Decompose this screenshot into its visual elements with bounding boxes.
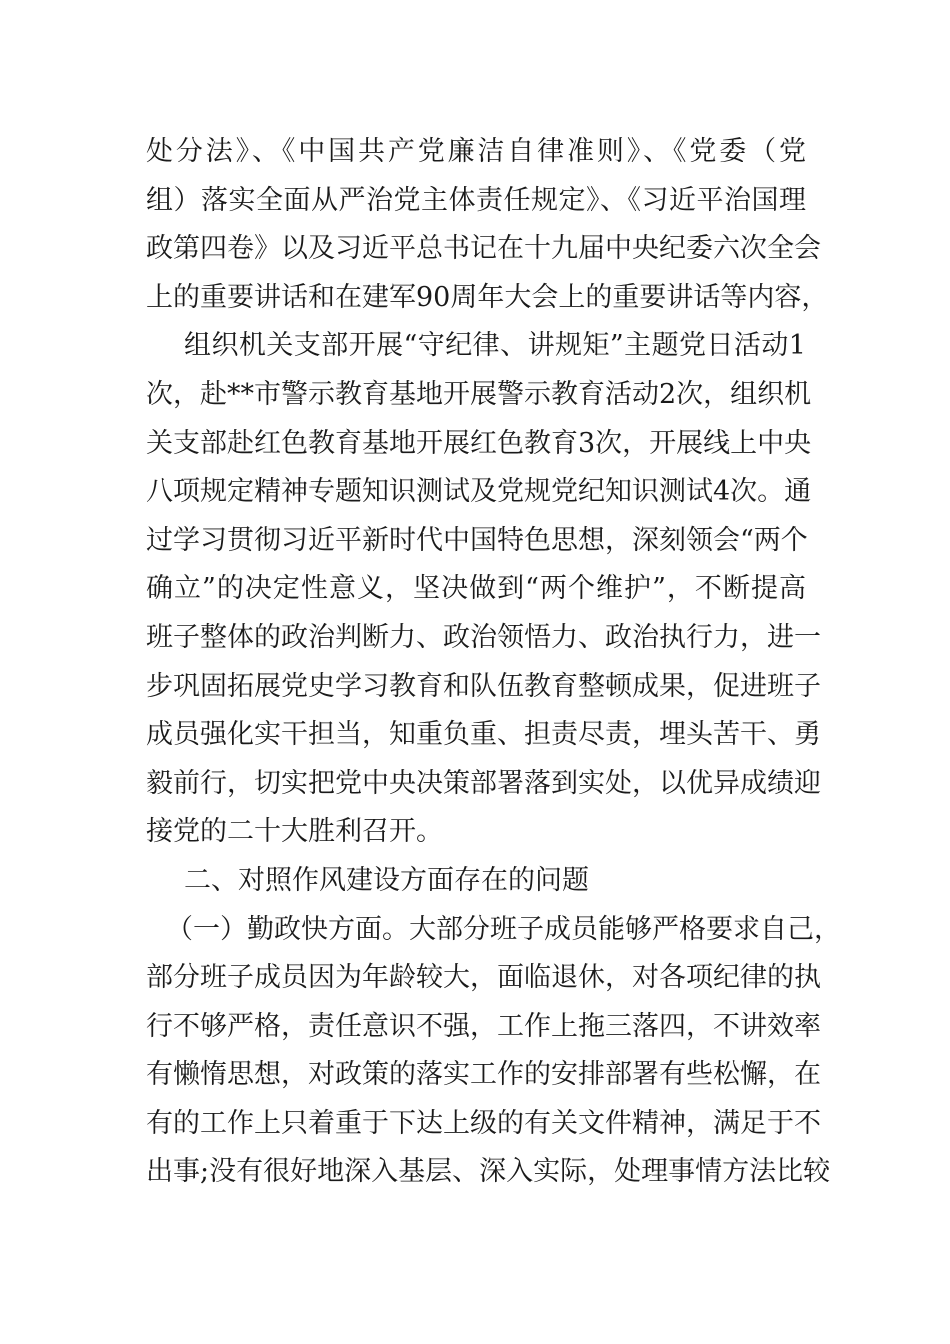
text-line bbox=[146, 420, 812, 469]
line-text: 政第四卷》以及习近平总书记在十九届中央纪委六次全会 bbox=[146, 233, 821, 265]
body-text bbox=[146, 128, 841, 1197]
text-line bbox=[146, 1148, 831, 1197]
section-heading: 二、对照作风建设方面存在的问题 bbox=[184, 864, 589, 896]
line-text: 毅前行，切实把党中央决策部署落到实处，以优异成绩迎 bbox=[146, 767, 821, 799]
text-line bbox=[146, 808, 806, 857]
text-line bbox=[146, 371, 812, 420]
text-line bbox=[146, 1100, 821, 1149]
line-text: 步巩固拓展党史学习教育和队伍教育整顿成果，促进班子 bbox=[146, 670, 821, 702]
line-text: 上的重要讲话和在建军90周年大会上的重要讲话等内容， bbox=[146, 281, 829, 313]
line-text: 行不够严格，责任意识不强，工作上拖三落四，不讲效率 bbox=[146, 1010, 821, 1042]
text-line bbox=[146, 663, 821, 712]
line-text: 八项规定精神专题知识测试及党规党纪知识测试4次。通 bbox=[146, 476, 812, 508]
text-line bbox=[146, 177, 806, 226]
line-text: 班子整体的政治判断力、政治领悟力、政治执行力，进一 bbox=[146, 621, 821, 653]
text-line bbox=[146, 565, 806, 614]
text-line bbox=[146, 225, 821, 274]
text-line bbox=[146, 468, 812, 517]
line-text: 次，赴**市警示教育基地开展警示教育活动2次，组织机 bbox=[146, 378, 812, 410]
line-text: 有的工作上只着重于下达上级的有关文件精神，满足于不 bbox=[146, 1107, 821, 1139]
paragraph-start: （一）勤政快方面。大部分班子成员能够严格要求自己， bbox=[166, 913, 841, 945]
paragraph-start: 组织机关支部开展“守纪律、讲规矩”主题党日活动1 bbox=[184, 330, 806, 362]
line-text: 成员强化实干担当，知重负重、担责尽责，埋头苦干、勇 bbox=[146, 719, 821, 751]
line-text: 出事;没有很好地深入基层、深入实际，处理事情方法比较 bbox=[146, 1156, 831, 1188]
text-line bbox=[146, 906, 841, 955]
line-text: 组）落实全面从严治党主体责任规定》、《习近平治国理 bbox=[146, 184, 806, 216]
text-line bbox=[146, 274, 829, 323]
text-line bbox=[146, 322, 806, 371]
text-line bbox=[146, 857, 806, 906]
paragraph-end: 接党的二十大胜利召开。 bbox=[146, 816, 443, 848]
text-line bbox=[146, 954, 821, 1003]
line-text: 关支部赴红色教育基地开展红色教育3次，开展线上中央 bbox=[146, 427, 812, 459]
text-line bbox=[146, 711, 821, 760]
line-text: 过学习贯彻习近平新时代中国特色思想，深刻领会“两个 bbox=[146, 524, 808, 556]
line-text: 有懒惰思想，对政策的落实工作的安排部署有些松懈，在 bbox=[146, 1059, 821, 1091]
text-line bbox=[146, 614, 821, 663]
line-text: 部分班子成员因为年龄较大，面临退休，对各项纪律的执 bbox=[146, 962, 821, 994]
text-line bbox=[146, 1003, 821, 1052]
text-line bbox=[146, 1051, 821, 1100]
text-line bbox=[146, 128, 806, 177]
line-text: 确立”的决定性意义，坚决做到“两个维护”，不断提高 bbox=[146, 573, 806, 605]
line-text: 处分法》、《中国共产党廉洁自律准则》、《党委（党 bbox=[146, 136, 806, 167]
text-line bbox=[146, 760, 821, 809]
text-line bbox=[146, 517, 806, 566]
